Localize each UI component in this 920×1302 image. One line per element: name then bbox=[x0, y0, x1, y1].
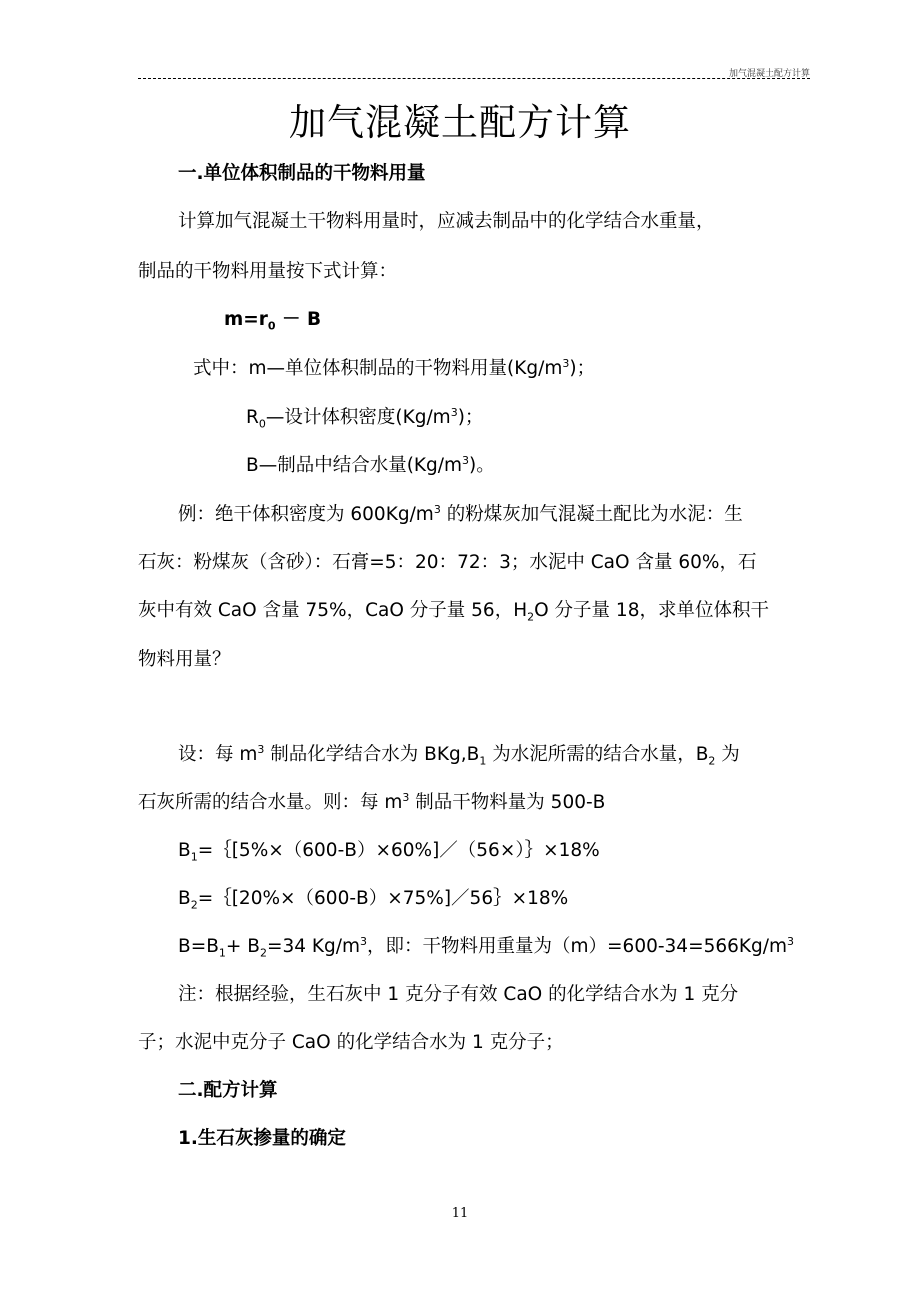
page-title: 加气混凝土配方计算 bbox=[289, 101, 631, 144]
equation-b-total: $B=B_1+ B_2=34$ $Kg/m^3$，即：干物料用重量为$(m)=600-34=566Kg/m^3$ bbox=[178, 934, 795, 960]
example-line-4: 物料用量？ bbox=[138, 649, 231, 670]
note-line-2: 子；水泥中克分子 CaO 的化学结合水为 1 克分子； bbox=[138, 1032, 564, 1053]
solution-line-2: 石灰所需的结合水量。则：每 $m^3$ 制品干物料量为 500-B bbox=[138, 790, 606, 813]
solution-line-1: 设：每 $m^3$ 制品化学结合水为 $BKg,B_1$ 为水泥所需的结合水量，$B_2$ 为 bbox=[178, 742, 740, 768]
definition-r0: $R_0—$设计体积密度$(Kg/m^3)$； bbox=[246, 405, 484, 431]
section2-subheading: 1.生石灰掺量的确定 bbox=[178, 1128, 346, 1149]
example-line-1: 例：绝干体积密度为 $600Kg/m^3$ 的粉煤灰加气混凝土配比为水泥：生 bbox=[178, 502, 743, 525]
equation-b2: $B_2=\{[20\%\times(600-B)\times 75\%]/56\}\times 18\%$ bbox=[178, 888, 569, 912]
equation-b1: $B_1=\{[5\%\times(600-B)\times 60\%]/(56\times)\}\times 18\%$ bbox=[178, 840, 600, 864]
intro-line-2: 制品的干物料用量按下式计算： bbox=[138, 261, 398, 282]
formula: $m=r_0 - B$ bbox=[224, 309, 322, 333]
running-header bbox=[138, 66, 810, 79]
note-line-1: 注：根据经验，生石灰中 1 克分子有效 CaO 的化学结合水为 1 克分 bbox=[178, 984, 739, 1005]
example-line-3: 灰中有效 CaO 含量 75%，CaO 分子量 56，$H_2O$ 分子量 18，求单位体积干 bbox=[138, 600, 769, 624]
example-line-2: 石灰：粉煤灰（含砂）：石膏=5：20：72：3；水泥中 CaO 含量 60%，石 bbox=[138, 552, 757, 573]
running-header-title: 加气混凝土配方计算 bbox=[728, 69, 810, 79]
definition-b: B—制品中结合水量$(Kg/m^3)$。 bbox=[246, 453, 495, 476]
page-number: 11 bbox=[451, 1206, 469, 1221]
intro-line-1: 计算加气混凝土干物料用量时，应减去制品中的化学结合水重量， bbox=[178, 211, 715, 232]
section2-heading: 二.配方计算 bbox=[178, 1080, 278, 1101]
section1-heading: 一.单位体积制品的干物料用量 bbox=[178, 163, 426, 184]
definition-m: 式中：m—单位体积制品的干物料用量$(Kg/m^3)$； bbox=[193, 356, 596, 379]
